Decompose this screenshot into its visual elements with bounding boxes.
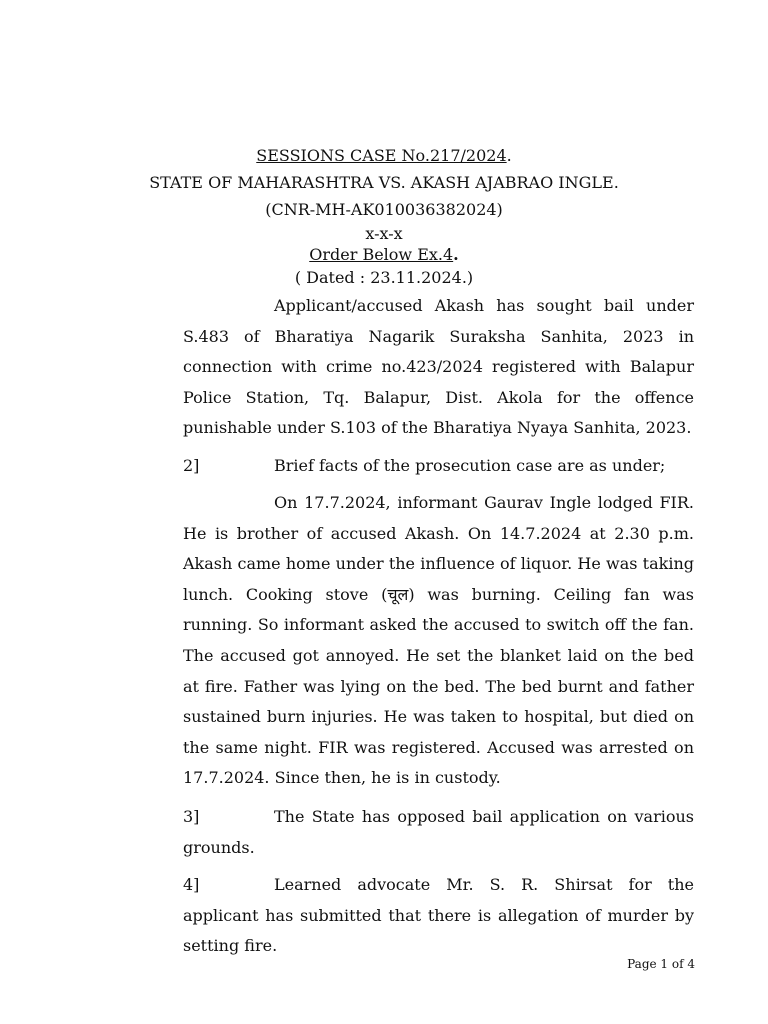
order-date: ( Dated : 23.11.2024.)	[294, 268, 474, 287]
paragraph-4	[183, 870, 694, 962]
order-title-text: Order Below Ex.4	[309, 245, 454, 264]
paragraph-text: On 17.7.2024, informant Gaurav Ingle lodged FIR. He is brother of accused Akash. On 14.7.2024 at 2.30 p.m. Akash came home under the influence of liquor. He was taking lunch. Cooking stove (चूल) was burning. Ceiling fan was running. So informant asked the accused to switch off the fan. The accused got annoyed. He set the blanket laid on the bed at fire. Father was lying on the bed. The bed burnt and father sustained burn injuries. He was taken to hospital, but died on the same night. FIR was registered. Accused was arrested on 17.7.2024. Since then, he is in custody.	[183, 493, 694, 788]
paragraph-text: The State has opposed bail application on various grounds.	[183, 807, 694, 857]
cnr-number: (CNR-MH-AK010036382024)	[265, 200, 503, 219]
paragraph-2	[183, 451, 694, 482]
order-title	[0, 245, 768, 265]
case-title-suffix: .	[506, 146, 512, 165]
page-number: Page 1 of 4	[627, 957, 695, 971]
paragraph-3	[183, 802, 694, 863]
paragraph-facts	[183, 488, 694, 794]
paragraph-number: 3]	[183, 807, 200, 826]
paragraph-1	[183, 291, 694, 444]
case-title-text: SESSIONS CASE No.217/2024	[256, 146, 507, 165]
case-title	[0, 146, 768, 166]
order-title-suffix: .	[453, 245, 459, 264]
paragraph-number: 2]	[183, 456, 200, 475]
case-parties: STATE OF MAHARASHTRA VS. AKASH AJABRAO INGLE.	[149, 173, 619, 192]
paragraph-text: Applicant/accused Akash has sought bail under S.483 of Bharatiya Nagarik Suraksha Sanhita, 2023 in connection with crime no.423/2024 registered with Balapur Police Station, Tq. Balapur, Dist. Akola for the offence punishable under S.103 of the Bharatiya Nyaya Sanhita, 2023.	[183, 296, 694, 438]
separator: x-x-x	[365, 224, 403, 243]
paragraph-text: Brief facts of the prosecution case are as under;	[274, 456, 666, 475]
paragraph-number: 4]	[183, 875, 200, 894]
paragraph-text: Learned advocate Mr. S. R. Shirsat for the applicant has submitted that there is allegation of murder by setting fire.	[183, 875, 694, 956]
